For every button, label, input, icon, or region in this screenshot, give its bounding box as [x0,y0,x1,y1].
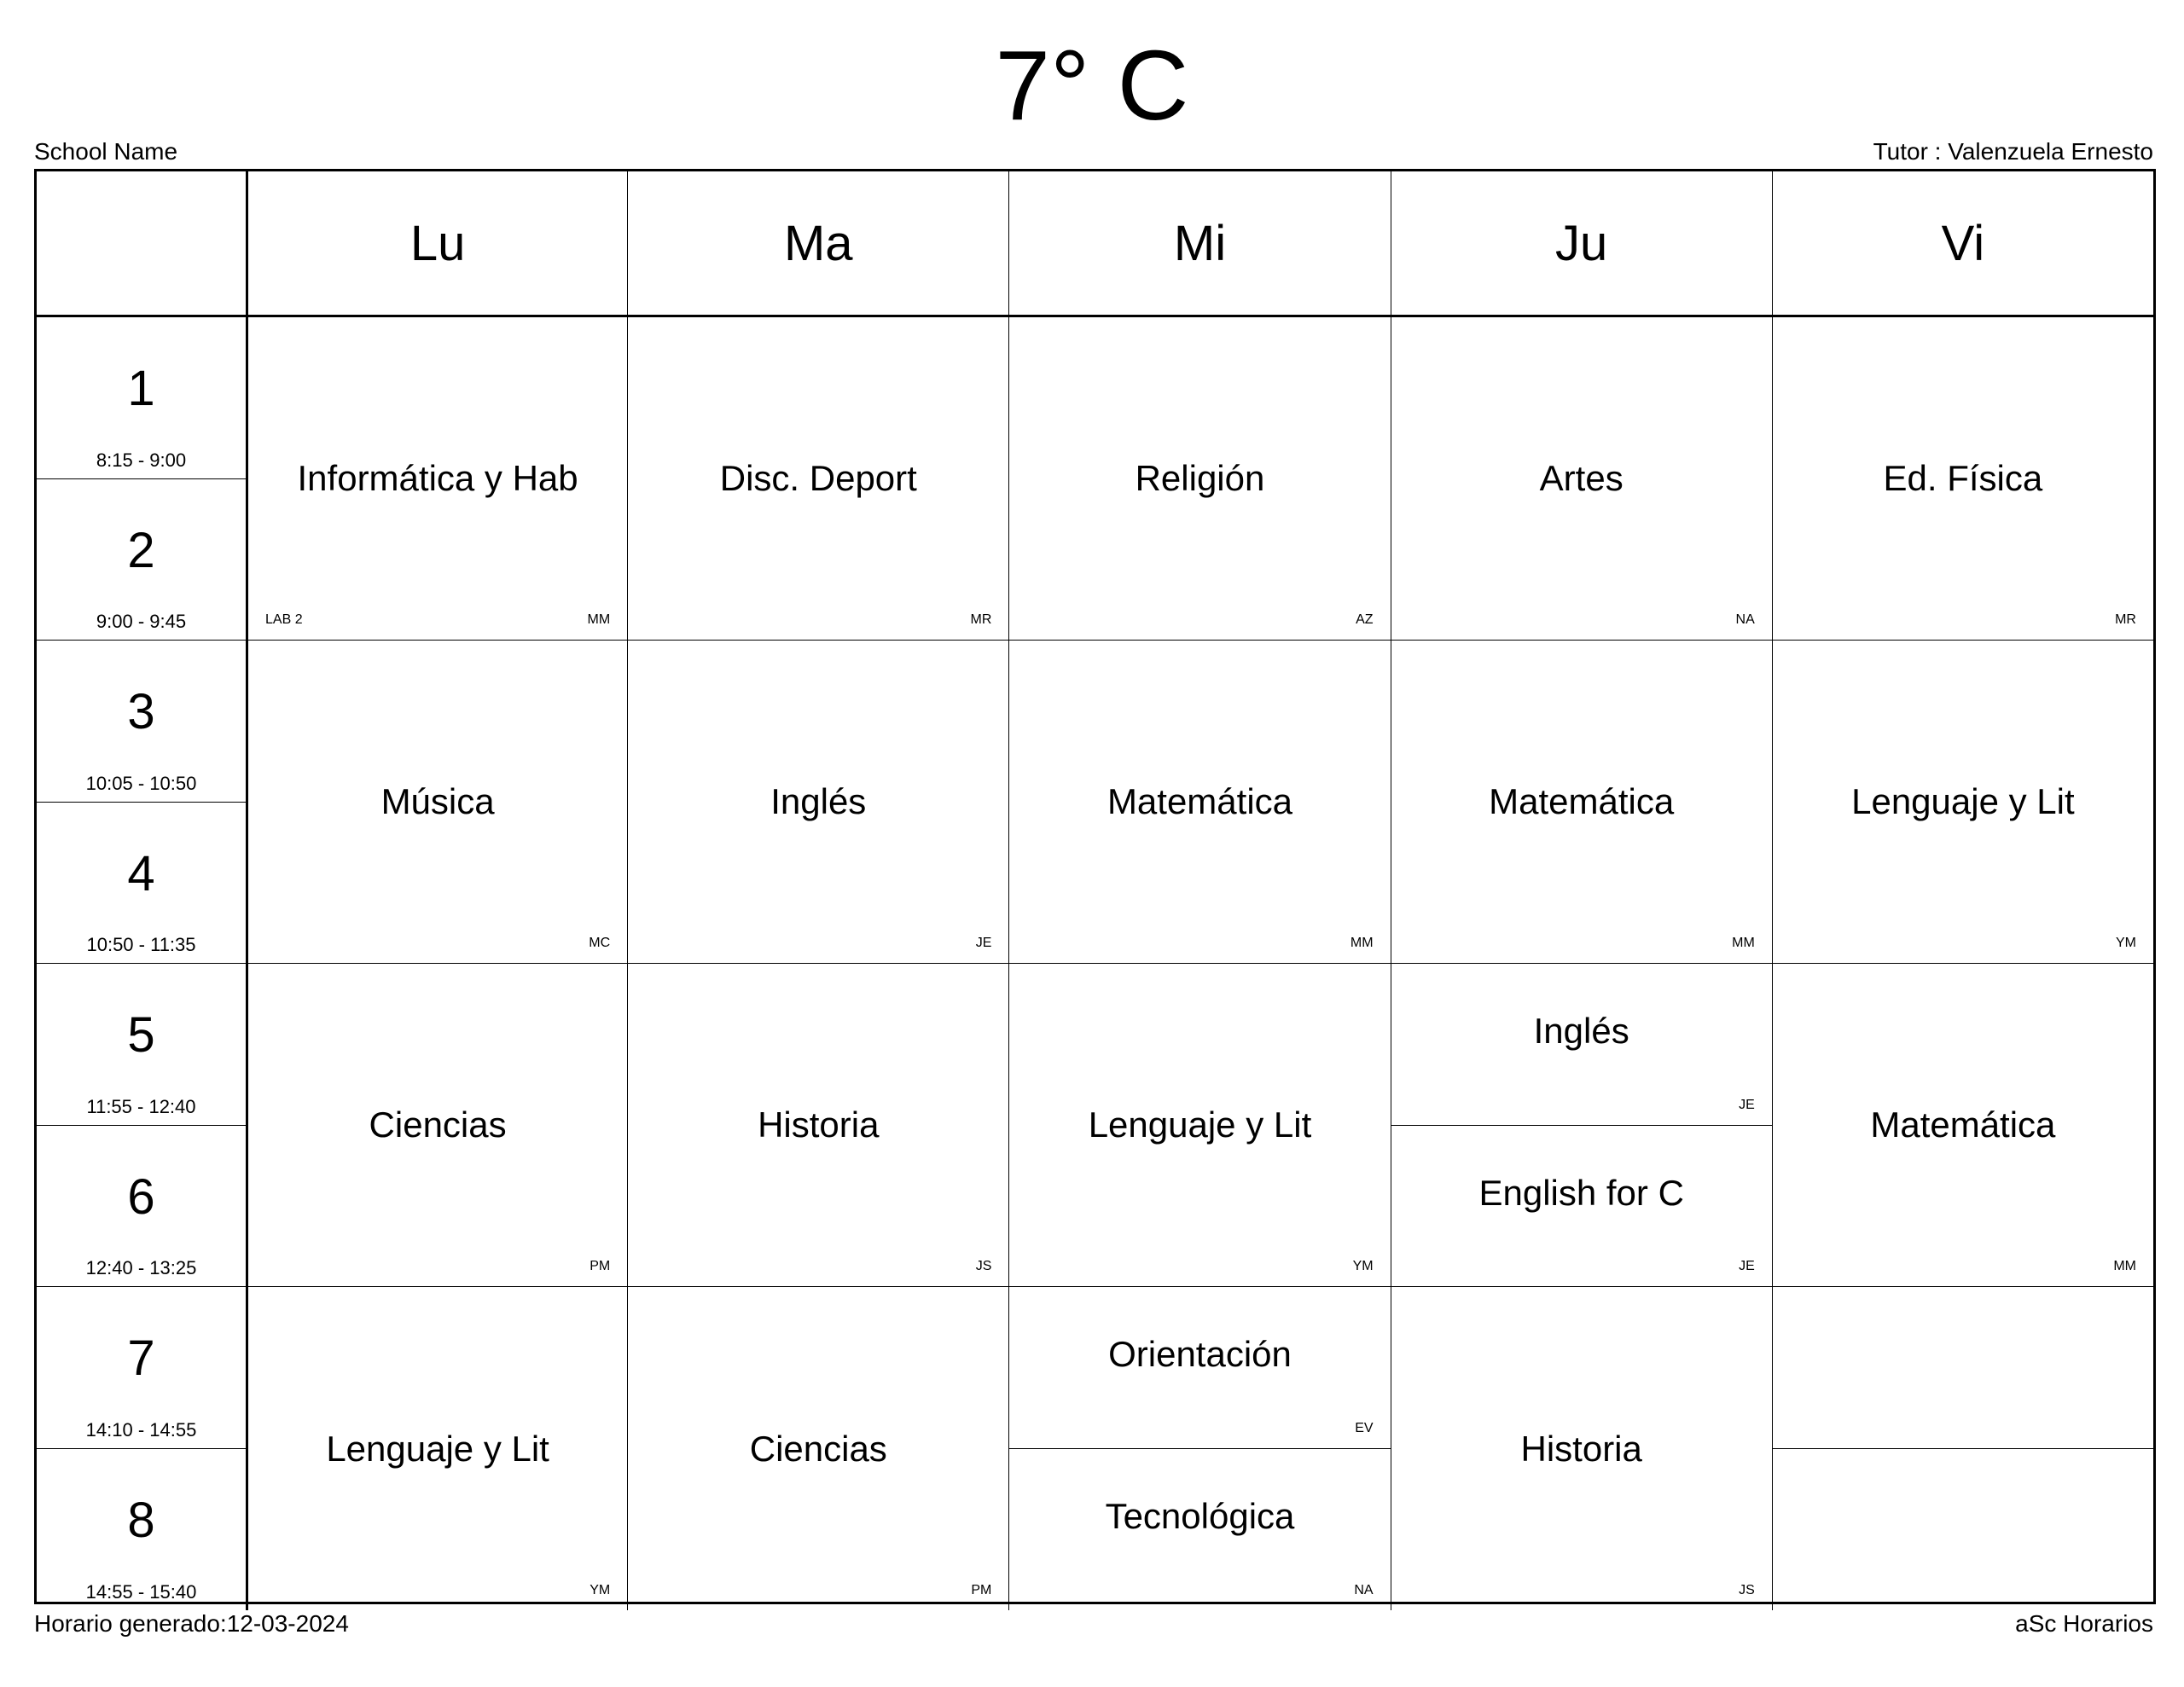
period-number: 2 [127,522,155,578]
lesson-cell [246,641,627,964]
period-row-3 [37,641,246,803]
lesson-teacher: MM [1732,936,1755,950]
lesson-cell [627,1287,1008,1610]
lesson-teacher: MC [589,936,611,950]
lesson-subject: Informática y Hab [297,458,578,498]
lesson-subject: Lenguaje y Lit [1851,781,2075,821]
lesson-teacher: MM [587,612,611,627]
period-number: 3 [127,684,155,739]
period-row-6 [37,1126,246,1288]
lesson-cell [1008,1287,1390,1449]
lesson-cell [1391,1287,1772,1610]
school-name: School Name [34,138,178,165]
lesson-subject: Ciencias [369,1104,507,1145]
period-row-7 [37,1287,246,1449]
period-number: 4 [127,845,155,901]
lesson-cell [1008,641,1390,964]
lesson-subject: Ciencias [749,1428,887,1469]
lesson-teacher: MR [970,612,992,627]
lesson-cell [627,641,1008,964]
period-time: 14:55 - 15:40 [85,1581,197,1603]
lesson-subject: Historia [1520,1428,1642,1469]
day-header-lu: Lu [246,171,627,315]
day-header-vi: Vi [1772,171,2153,315]
lesson-subject: Lenguaje y Lit [1088,1104,1312,1145]
lesson-teacher: MM [2113,1259,2136,1273]
lesson-teacher: JE [1739,1097,1755,1112]
period-row-1 [37,317,246,479]
tutor-label: Tutor : Valenzuela Ernesto [1873,138,2153,165]
software-credit: aSc Horarios [2015,1610,2153,1637]
period-time: 10:05 - 10:50 [85,772,197,794]
period-time: 10:50 - 11:35 [86,934,196,955]
lesson-subject: Música [380,781,495,821]
lesson-teacher: YM [2115,936,2136,950]
lesson-teacher: PM [971,1583,992,1597]
period-time: 9:00 - 9:45 [96,611,187,632]
period-time: 12:40 - 13:25 [85,1257,197,1278]
lesson-cell [1008,964,1390,1287]
lesson-teacher: NA [1735,612,1755,627]
lesson-cell [1772,964,2153,1287]
period-time: 8:15 - 9:00 [96,449,187,471]
lesson-teacher: NA [1354,1583,1374,1597]
lesson-teacher: PM [590,1259,611,1273]
lesson-room: LAB 2 [265,612,303,627]
day-header-mi: Mi [1008,171,1390,315]
lesson-cell [627,964,1008,1287]
day-header-ju: Ju [1391,171,1772,315]
day-header-row [37,171,2153,317]
lesson-subject: Lenguaje y Lit [326,1428,549,1469]
lesson-cell [1391,317,1772,641]
day-header-ma: Ma [627,171,1008,315]
empty-lesson-cell [1772,1449,2153,1611]
lesson-cell [1391,1126,1772,1288]
period-row-5 [37,964,246,1126]
lesson-subject: Matemática [1870,1104,2056,1145]
lesson-subject: Artes [1539,458,1623,498]
lesson-teacher: AZ [1356,612,1374,627]
lesson-cell [246,1287,627,1610]
lesson-teacher: JS [975,1259,992,1273]
lesson-teacher: JE [1739,1259,1755,1273]
lesson-cell [1772,641,2153,964]
generated-date: Horario generado:12-03-2024 [34,1610,349,1637]
page-title: 7° C [995,30,1189,141]
lesson-subject: Tecnológica [1105,1496,1295,1537]
period-number: 1 [127,361,155,416]
timetable-grid [34,169,2156,1604]
lesson-cell [1391,964,1772,1126]
lesson-subject: Ed. Física [1883,458,2043,498]
lesson-cell [246,964,627,1287]
period-row-2 [37,479,246,641]
period-number: 7 [127,1330,155,1386]
lesson-teacher: MR [2115,612,2136,627]
lesson-subject: Historia [758,1104,880,1145]
period-number: 5 [127,1007,155,1063]
lesson-teacher: YM [590,1583,611,1597]
lesson-teacher: EV [1355,1420,1374,1435]
period-time: 14:10 - 14:55 [85,1418,197,1441]
lesson-teacher: MM [1350,936,1374,950]
period-row-8 [37,1449,246,1611]
lesson-subject: Religión [1135,458,1265,498]
period-row-4 [37,803,246,965]
lesson-subject: English for C [1478,1172,1684,1213]
period-time: 11:55 - 12:40 [86,1095,196,1117]
lesson-subject: Inglés [770,781,867,821]
lesson-subject: Disc. Deport [719,458,917,498]
empty-lesson-cell [1772,1287,2153,1449]
lesson-cell [1008,317,1390,641]
lesson-teacher: JS [1739,1583,1755,1597]
lesson-subject: Matemática [1489,781,1675,821]
lesson-cell [1391,641,1772,964]
period-number: 8 [127,1492,155,1548]
lesson-subject: Orientación [1108,1334,1292,1375]
period-number: 6 [127,1168,155,1225]
corner-cell [37,171,246,315]
lesson-teacher: JE [975,936,992,950]
lesson-subject: Matemática [1107,781,1293,821]
lesson-teacher: YM [1352,1259,1374,1273]
lesson-cell [1008,1449,1390,1611]
lesson-cell [627,317,1008,641]
lesson-cell [1772,317,2153,641]
lesson-cell [246,317,627,641]
lesson-subject: Inglés [1533,1011,1629,1052]
